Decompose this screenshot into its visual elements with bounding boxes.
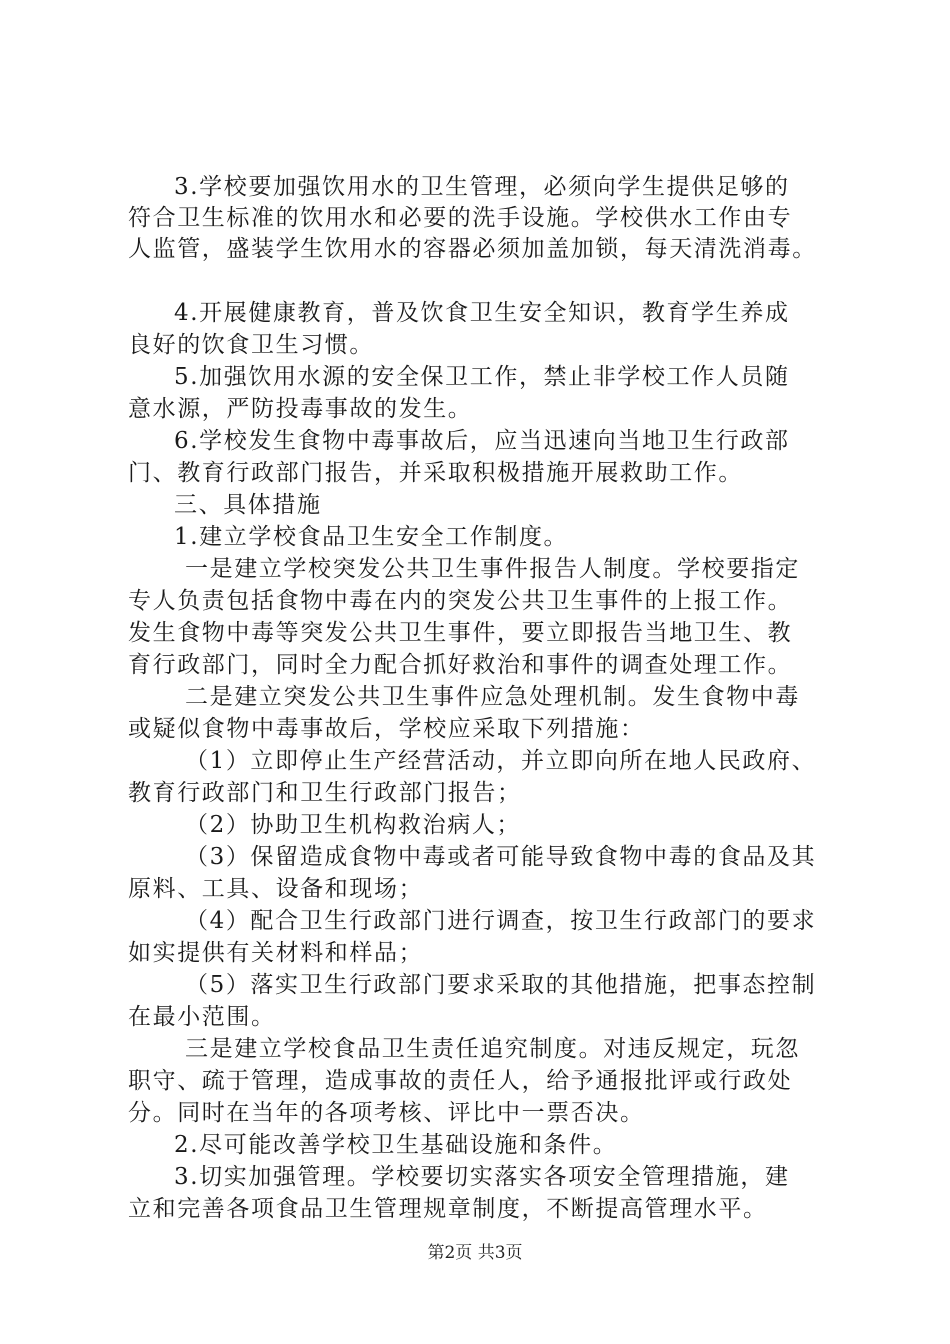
paragraph-line: 符合卫生标准的饮用水和必要的洗手设施。学校供水工作由专 bbox=[128, 205, 793, 231]
paragraph-line: 良好的饮食卫生习惯。 bbox=[128, 332, 374, 358]
paragraph-line: 立和完善各项食品卫生管理规章制度，不断提高管理水平。 bbox=[128, 1196, 768, 1222]
paragraph-line: 2.尽可能改善学校卫生基础设施和条件。 bbox=[174, 1132, 618, 1158]
section-heading: 三、具体措施 bbox=[174, 492, 322, 518]
paragraph-line: 一是建立学校突发公共卫生事件报告人制度。学校要指定 bbox=[185, 556, 800, 582]
paragraph-line: 4.开展健康教育，普及饮食卫生安全知识，教育学生养成 bbox=[174, 300, 790, 326]
paragraph-line: 发生食物中毒等突发公共卫生事件，要立即报告当地卫生、教 bbox=[128, 620, 793, 646]
list-item-line: （3）保留造成食物中毒或者可能导致食物中毒的食品及其 bbox=[185, 844, 817, 870]
paragraph-line: 二是建立突发公共卫生事件应急处理机制。发生食物中毒 bbox=[185, 684, 800, 710]
page-number-footer: 第2页 共3页 bbox=[427, 1243, 523, 1263]
paragraph-line: 1.建立学校食品卫生安全工作制度。 bbox=[174, 524, 569, 550]
list-item-line: （5）落实卫生行政部门要求采取的其他措施，把事态控制 bbox=[185, 972, 817, 998]
paragraph-line: 三是建立学校食品卫生责任追究制度。对违反规定，玩忽 bbox=[185, 1036, 800, 1062]
list-item-line: 在最小范围。 bbox=[128, 1004, 276, 1030]
list-item-line: （1）立即停止生产经营活动，并立即向所在地人民政府、 bbox=[185, 748, 817, 774]
paragraph-line: 育行政部门，同时全力配合抓好救治和事件的调查处理工作。 bbox=[128, 652, 793, 678]
paragraph-line: 或疑似食物中毒事故后，学校应采取下列措施： bbox=[128, 716, 645, 742]
paragraph-line: 人监管，盛装学生饮用水的容器必须加盖加锁，每天清洗消毒。 bbox=[128, 236, 817, 262]
paragraph-line: 3.切实加强管理。学校要切实落实各项安全管理措施，建 bbox=[174, 1164, 790, 1190]
paragraph-line: 意水源，严防投毒事故的发生。 bbox=[128, 396, 473, 422]
paragraph-line: 3.学校要加强饮用水的卫生管理，必须向学生提供足够的 bbox=[174, 174, 790, 200]
list-item-line: （2）协助卫生机构救治病人； bbox=[185, 812, 522, 838]
paragraph-line: 专人负责包括食物中毒在内的突发公共卫生事件的上报工作。 bbox=[128, 588, 793, 614]
list-item-line: （4）配合卫生行政部门进行调查，按卫生行政部门的要求 bbox=[185, 908, 817, 934]
paragraph-line: 门、教育行政部门报告，并采取积极措施开展救助工作。 bbox=[128, 460, 743, 486]
paragraph-line: 分。同时在当年的各项考核、评比中一票否决。 bbox=[128, 1100, 645, 1126]
list-item-line: 原料、工具、设备和现场； bbox=[128, 876, 424, 902]
paragraph-line: 5.加强饮用水源的安全保卫工作，禁止非学校工作人员随 bbox=[174, 364, 790, 390]
list-item-line: 教育行政部门和卫生行政部门报告； bbox=[128, 780, 522, 806]
list-item-line: 如实提供有关材料和样品； bbox=[128, 940, 424, 966]
paragraph-line: 职守、疏于管理，造成事故的责任人，给予通报批评或行政处 bbox=[128, 1068, 793, 1094]
paragraph-line: 6.学校发生食物中毒事故后，应当迅速向当地卫生行政部 bbox=[174, 428, 790, 454]
